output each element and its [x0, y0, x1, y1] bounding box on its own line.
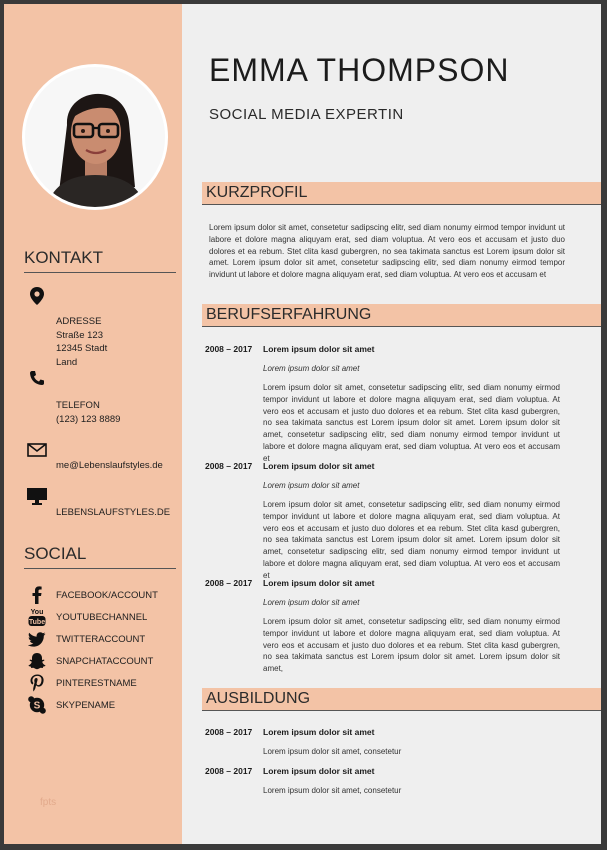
resume-page — [4, 4, 601, 844]
address-line-3: Land — [56, 356, 78, 368]
social-label: YOUTUBECHANNEL — [56, 611, 148, 623]
social-label: FACEBOOK/ACCOUNT — [56, 589, 158, 601]
entry-title: Lorem ipsum dolor sit amet — [263, 344, 375, 354]
profile-photo — [22, 64, 168, 210]
svg-text:Tube: Tube — [28, 619, 46, 626]
youtube-icon — [26, 608, 48, 626]
kurzprofil-text: Lorem ipsum dolor sit amet, consetetur sadipscing elitr, sed diam nonumy eirmod tempor invidunt ut labore et dolore magna aliquyam erat, sed diam voluptua. At vero eos et accusam et justo duo dolores et ea rebum. Stet clita kasd gubergren, no sea takimata sanctus est Lorem ipsum dolor sit amet. Lorem ipsum dolor sit amet, consetetur sadipscing elitr, sed diam nonumy eirmod tempor invidunt ut labore et dolore magna aliquyam erat, sed diam voluptua. At vero eos et accusam et — [209, 223, 565, 280]
ausbildung-section-header — [202, 688, 601, 711]
twitter-icon — [26, 630, 48, 648]
social-item-twitter[interactable] — [26, 630, 145, 648]
sidebar — [4, 4, 182, 844]
social-label: SNAPCHATACCOUNT — [56, 655, 154, 667]
entry-date: 2008 – 2017 — [205, 461, 253, 471]
watermark: fpts — [40, 797, 57, 808]
kurzprofil-heading: KURZPROFIL — [206, 184, 308, 201]
job-title: SOCIAL MEDIA EXPERTIN — [209, 106, 404, 123]
social-label: TWITTERACCOUNT — [56, 633, 146, 645]
berufserfahrung-heading: BERUFSERFAHRUNG — [206, 306, 372, 323]
ausbildung-heading: AUSBILDUNG — [206, 690, 311, 707]
main-content — [182, 4, 601, 844]
email-text[interactable]: me@Lebenslaufstyles.de — [56, 460, 163, 471]
phone-value: (123) 123 8889 — [56, 413, 121, 425]
phone-label: TELEFON — [56, 400, 100, 411]
entry-title: Lorem ipsum dolor sit amet — [263, 578, 375, 588]
entry-title: Lorem ipsum dolor sit amet — [263, 727, 375, 737]
svg-text:You: You — [30, 609, 44, 616]
social-item-pinterest[interactable] — [26, 674, 137, 692]
entry-description: Lorem ipsum dolor sit amet, consetetur sadipscing elitr, sed diam nonumy eirmod tempor invidunt ut labore et dolore magna aliquyam erat, sed diam voluptua. At vero eos et accusam et justo duo dolores et ea rebum. Stet clita kasd gubergren, no sea takimata sanctus est Lorem ipsum dolor sit amet. Lorem ipsum dolor sit amet, consetetur sadipscing elitr, sed diam nonumy eirmod tempor invidunt ut labore et dolore magna aliquyam erat, sed diam voluptua. At vero eos et accusam et — [263, 500, 560, 580]
address-label: ADRESSE — [56, 316, 102, 327]
person-name: EMMA THOMPSON — [209, 52, 510, 88]
facebook-icon — [26, 586, 48, 604]
pinterest-icon — [26, 674, 48, 692]
social-label: PINTERESTNAME — [56, 677, 137, 689]
entry-subtitle: Lorem ipsum dolor sit amet — [263, 598, 360, 607]
svg-text:S: S — [33, 700, 41, 712]
entry-title: Lorem ipsum dolor sit amet — [263, 766, 375, 776]
phone-icon — [26, 368, 48, 388]
kurzprofil-section-header — [202, 182, 601, 205]
entry-detail: Lorem ipsum dolor sit amet, consetetur — [263, 786, 402, 795]
social-heading: SOCIAL — [24, 544, 176, 569]
entry-date: 2008 – 2017 — [205, 344, 253, 354]
social-item-skype[interactable] — [26, 696, 115, 714]
entry-description: Lorem ipsum dolor sit amet, consetetur sadipscing elitr, sed diam nonumy eirmod tempor invidunt ut labore et dolore magna aliquyam erat, sed diam voluptua. At vero eos et accusam et justo duo dolores et ea rebum. Stet clita kasd gubergren, no sea takimata sanctus est Lorem ipsum dolor sit amet. Lorem ipsum dolor sit amet, consetetur sadipscing elitr, sed diam nonumy eirmod tempor invidunt ut labore et dolore magna aliquyam erat, sed diam voluptua. At vero eos et accusam et — [263, 383, 560, 463]
location-pin-icon — [26, 286, 48, 306]
address-line-1: Straße 123 — [56, 329, 103, 341]
entry-subtitle: Lorem ipsum dolor sit amet — [263, 364, 360, 373]
entry-title: Lorem ipsum dolor sit amet — [263, 461, 375, 471]
address-block — [56, 315, 107, 369]
entry-description: Lorem ipsum dolor sit amet, consetetur sadipscing elitr, sed diam nonumy eirmod tempor invidunt ut labore et dolore magna aliquyam erat, sed diam voluptua. At vero eos et accusam et justo duo dolores et ea rebum. Stet clita kasd gubergren, no sea takimata sanctus est Lorem ipsum dolor sit amet. Lorem ipsum dolor sit amet, — [263, 617, 560, 674]
snapchat-icon — [26, 652, 48, 670]
entry-detail: Lorem ipsum dolor sit amet, consetetur — [263, 747, 402, 756]
monitor-icon — [26, 486, 48, 506]
kontakt-heading: KONTAKT — [24, 248, 176, 273]
social-item-youtube[interactable] — [26, 608, 147, 626]
entry-date: 2008 – 2017 — [205, 727, 253, 737]
envelope-icon — [26, 440, 48, 460]
social-item-facebook[interactable] — [26, 586, 158, 604]
social-label: SKYPENAME — [56, 699, 116, 711]
address-line-2: 12345 Stadt — [56, 343, 108, 354]
phone-block — [56, 399, 120, 426]
berufserfahrung-section-header — [202, 304, 601, 327]
website-text[interactable]: LEBENSLAUFSTYLES.DE — [56, 507, 171, 518]
social-item-snapchat[interactable] — [26, 652, 153, 670]
entry-subtitle: Lorem ipsum dolor sit amet — [263, 481, 360, 490]
portrait-illustration — [25, 67, 165, 207]
entry-date: 2008 – 2017 — [205, 578, 253, 588]
skype-icon — [26, 696, 48, 714]
entry-date: 2008 – 2017 — [205, 766, 253, 776]
